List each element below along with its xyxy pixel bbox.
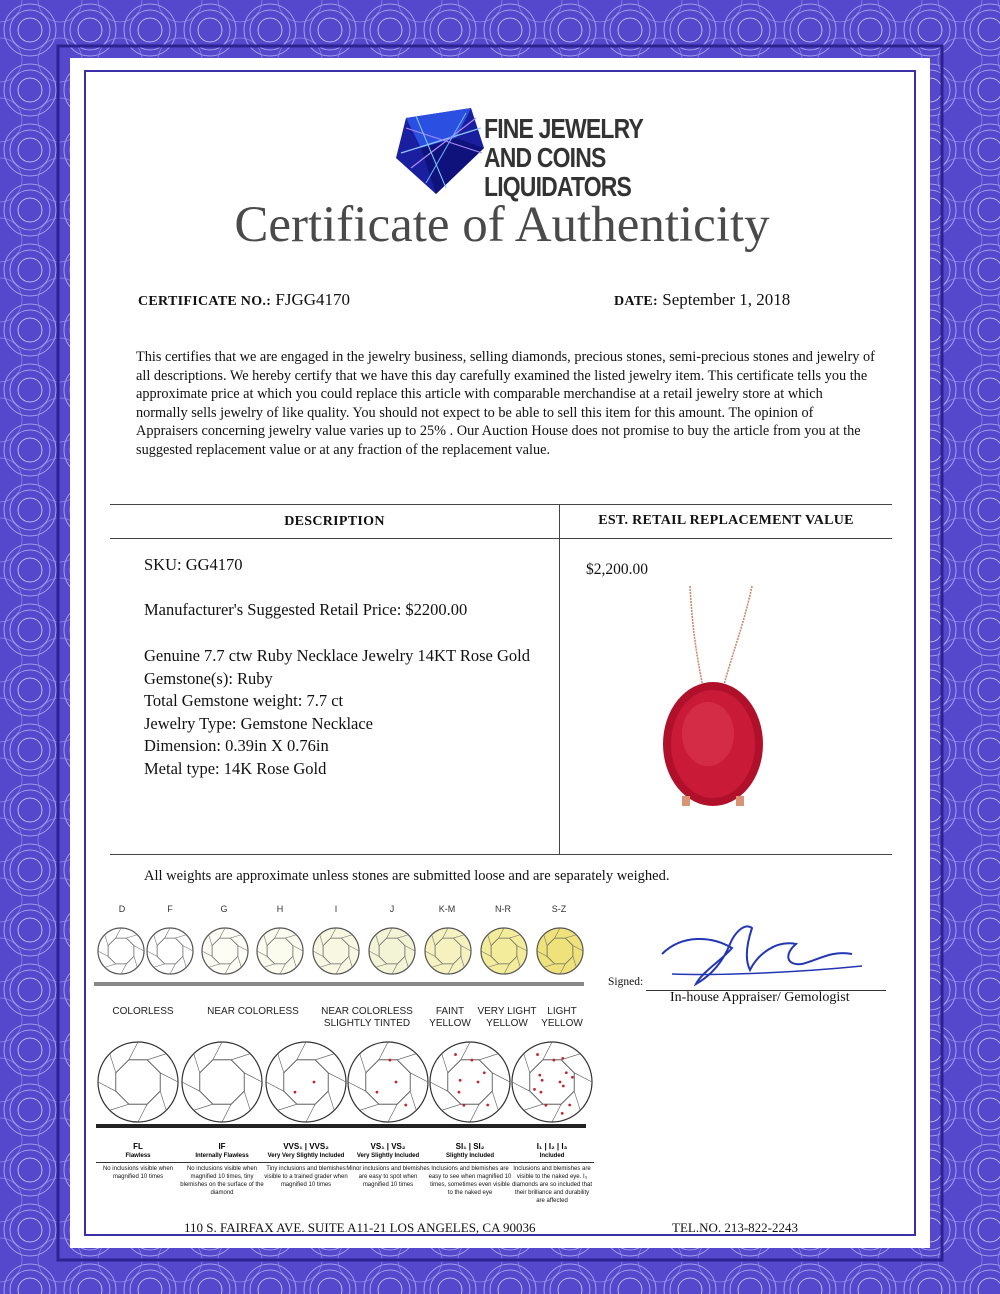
color-grade-diamond-icon: [369, 928, 415, 974]
color-grade-label: J: [389, 904, 395, 914]
certificate-paper: [84, 70, 916, 1236]
certificate-number: [138, 290, 350, 310]
clarity-divider: [428, 1162, 512, 1163]
clarity-grade-code: FL: [133, 1142, 143, 1151]
certificate-number-value: FJGG4170: [275, 290, 351, 309]
clarity-grade-description: No inclusions visible when magnified 10 times: [102, 1166, 174, 1180]
clarity-grade-name: Internally Flawless: [195, 1153, 249, 1159]
certificate-date: [614, 290, 790, 310]
clarity-diamond-icon: [430, 1042, 510, 1122]
table-bottom-rule: [110, 854, 892, 855]
value-header: EST. RETAIL REPLACEMENT VALUE: [598, 513, 854, 528]
color-grade-label: D: [118, 904, 126, 914]
color-grade-diamond-icon: [147, 928, 193, 974]
item-details: [144, 645, 530, 781]
clarity-diamond-icon: [348, 1042, 428, 1122]
item-detail-line: Jewelry Type: Gemstone Necklace: [144, 713, 373, 733]
company-logo-icon: [396, 108, 486, 196]
color-scale-diamonds: [86, 918, 606, 988]
clarity-grade-name: Very Very Slightly Included: [267, 1153, 345, 1159]
item-detail-line: Genuine 7.7 ctw Ruby Necklace Jewelry 14KT Rose Gold: [144, 646, 530, 665]
item-detail-line: Metal type: 14K Rose Gold: [144, 758, 327, 778]
color-grade-label: G: [220, 904, 228, 914]
clarity-grade-description: Minor inclusions and blemishes are easy to spot when magnified 10 times: [346, 1166, 430, 1188]
footer-address: 110 S. FAIRFAX AVE. SUITE A11-21 LOS ANGELES, CA 90036: [184, 1220, 536, 1235]
clarity-grade-description: Tiny inclusions and blemishes visible to a trained grader when magnified 10 times: [264, 1166, 348, 1188]
color-grade-diamond-icon: [313, 928, 359, 974]
clarity-grade-description: Inclusions and blemishes are easy to see when magnified 10 times, sometimes even visible to the naked eye: [428, 1166, 512, 1196]
clarity-grade-name: Flawless: [125, 1153, 151, 1159]
clarity-grade-name: Very Slightly Included: [356, 1153, 420, 1159]
certificate-number-label: CERTIFICATE NO.:: [138, 294, 272, 309]
clarity-scale-diamonds: [86, 1034, 606, 1134]
clarity-divider: [510, 1162, 594, 1163]
clarity-diamond-icon: [182, 1042, 262, 1122]
color-grade-diamond-icon: [202, 928, 248, 974]
clarity-grade-code: I₁ | I₂ | I₃: [536, 1142, 568, 1151]
color-grade-diamond-icon: [537, 928, 583, 974]
color-grade-label: H: [276, 904, 284, 914]
grading-chart: [86, 898, 606, 1228]
color-grade-diamond-icon: [98, 928, 144, 974]
color-grade-label: S-Z: [551, 904, 567, 914]
color-grade-label: I: [334, 904, 338, 914]
msrp: Manufacturer's Suggested Retail Price: $2200.00: [144, 600, 468, 619]
clarity-grade-code: VS₁ | VS₂: [370, 1142, 406, 1151]
clarity-divider: [346, 1162, 430, 1163]
clarity-grade-name: Slightly Included: [445, 1153, 494, 1159]
clarity-grade-code: VVS₁ | VVS₂: [283, 1142, 329, 1151]
table-header-rule: [110, 538, 892, 539]
clarity-grade-code: SI₁ | SI₂: [455, 1142, 485, 1151]
color-group-very-light-yellow: VERY LIGHT YELLOW: [477, 1006, 537, 1029]
item-detail-line: Dimension: 0.39in X 0.76in: [144, 736, 329, 756]
clarity-divider: [96, 1162, 180, 1163]
replacement-value: $2,200.00: [586, 561, 648, 578]
color-grade-diamond-icon: [257, 928, 303, 974]
company-name-line2: AND COINS: [484, 142, 606, 173]
item-detail-line: Gemstone(s): Ruby: [144, 668, 273, 688]
clarity-diamond-icon: [266, 1042, 346, 1122]
appraiser-title: In-house Appraiser/ Gemologist: [670, 990, 850, 1005]
clarity-divider: [264, 1162, 348, 1163]
company-name-line3: LIQUIDATORS: [484, 171, 632, 202]
clarity-diamond-icon: [512, 1042, 592, 1122]
color-grade-label: F: [167, 904, 173, 914]
clarity-grade-description: Inclusions and blemishes are visible to the naked eye. I₃ diamonds are so included that their brilliance and durability are affected: [511, 1166, 593, 1204]
color-grade-label: N-R: [495, 904, 511, 914]
ruby-necklace-image: [652, 584, 772, 816]
company-name: [484, 114, 643, 201]
description-header: DESCRIPTION: [284, 514, 385, 529]
company-name-line1: FINE JEWELRY: [484, 113, 643, 144]
color-group-near-colorless: NEAR COLORLESS: [207, 1006, 299, 1017]
clarity-grade-code: IF: [218, 1142, 226, 1151]
sku: SKU: GG4170: [144, 555, 243, 574]
signed-label: Signed:: [608, 976, 644, 988]
weights-note: All weights are approximate unless stones are submitted loose and are separately weighed.: [144, 868, 670, 884]
date-value: September 1, 2018: [662, 290, 791, 309]
color-group-light-yellow: LIGHT YELLOW: [541, 1006, 583, 1029]
clarity-grade-description: No inclusions visible when magnified 10 times, tiny blemishes on the surface of the diamond: [180, 1166, 264, 1196]
clarity-divider: [180, 1162, 264, 1163]
color-grade-diamond-icon: [425, 928, 471, 974]
clarity-grade-name: Included: [539, 1153, 565, 1159]
date-label: DATE:: [614, 294, 659, 309]
color-grade-diamond-icon: [481, 928, 527, 974]
color-grade-label: K-M: [438, 904, 456, 914]
certificate-title: Certificate of Authenticity: [234, 197, 770, 253]
table-top-rule: [110, 504, 892, 505]
item-detail-line: Total Gemstone weight: 7.7 ct: [144, 691, 344, 711]
certification-statement: This certifies that we are engaged in the jewelry business, selling diamonds, precious stones, semi-precious stones and jewelry of all descriptions. We hereby certify that we have this day carefully examined the listed jewelry item. This certificate tells you the approximate price at which you could replace this article with comparable merchandise at a retail jewelry store at which normally sells jewelry of like quality. You should not expect to be able to sell this item for this amount. The opinion of Appraisers concerning jewelry value varies up to 25% . Our Auction House does not promise to buy the article from you at the suggested replacement value or at any fraction of the replacement value.: [136, 349, 875, 458]
footer-phone: TEL.NO. 213-822-2243: [672, 1220, 799, 1235]
table-column-divider: [559, 504, 560, 854]
clarity-diamond-icon: [98, 1042, 178, 1122]
color-group-near-colorless-tinted: NEAR COLORLESS SLIGHTLY TINTED: [321, 1006, 413, 1029]
color-group-faint-yellow: FAINT YELLOW: [429, 1006, 471, 1029]
appraiser-signature: [652, 914, 872, 990]
color-group-colorless: COLORLESS: [112, 1006, 174, 1017]
